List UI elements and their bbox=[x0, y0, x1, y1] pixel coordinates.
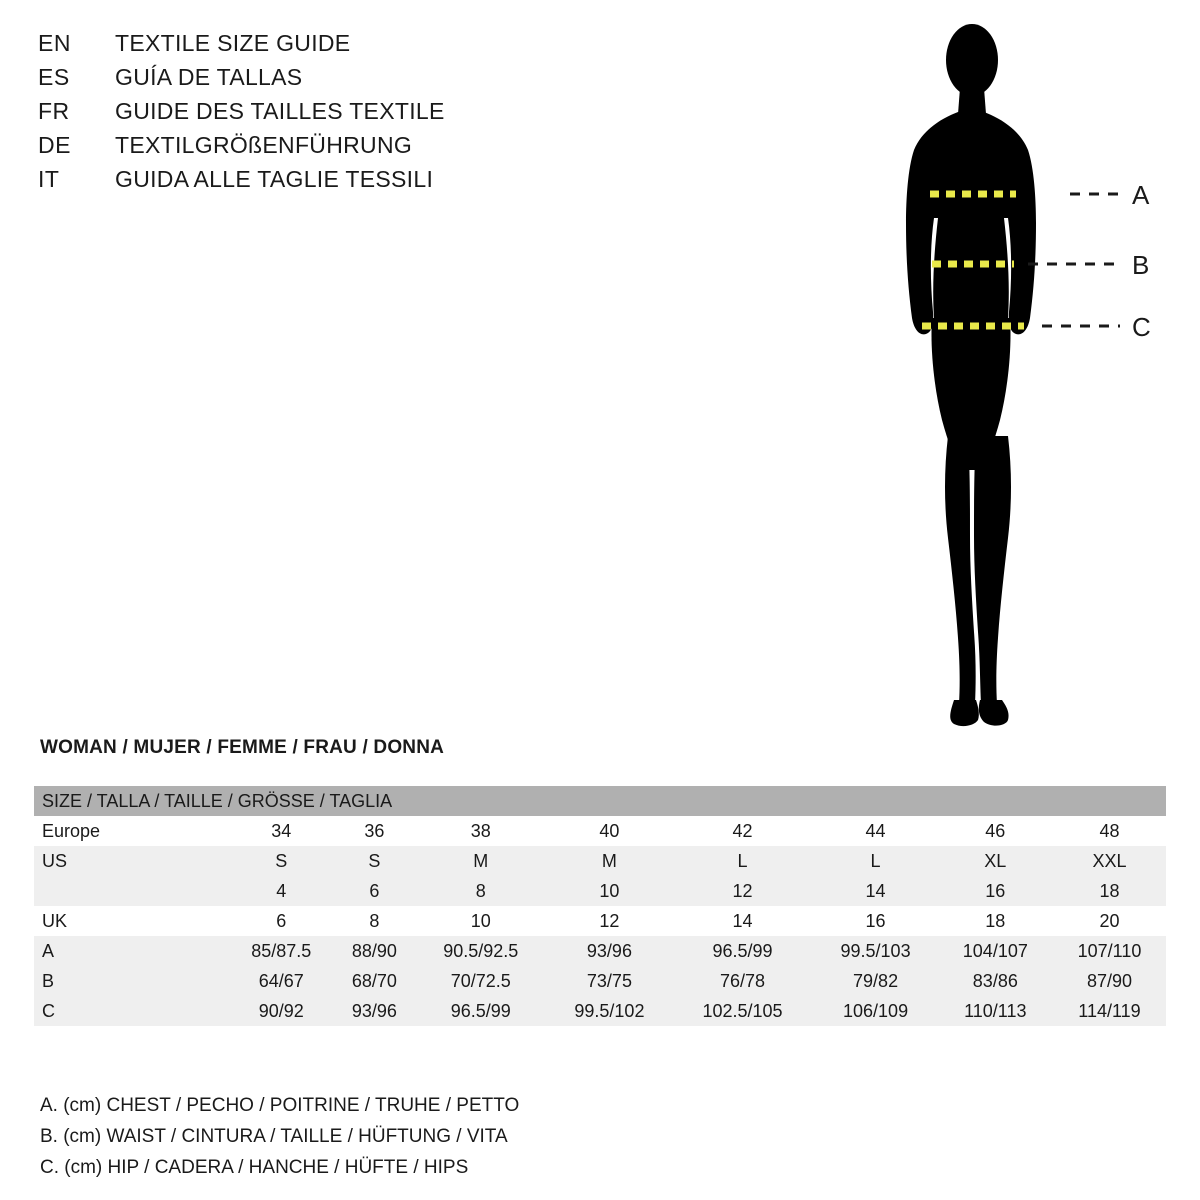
table-cell: S bbox=[334, 846, 414, 876]
table-row bbox=[34, 936, 1166, 966]
footnote-hip: C. (cm) HIP / CADERA / HANCHE / HÜFTE / HIPS bbox=[40, 1157, 469, 1178]
table-cell: 93/96 bbox=[334, 996, 414, 1026]
title-block bbox=[38, 30, 598, 200]
table-cell: 12 bbox=[547, 906, 671, 936]
table-cell: 110/113 bbox=[938, 996, 1053, 1026]
table-cell: 14 bbox=[672, 906, 814, 936]
table-cell: 79/82 bbox=[813, 966, 937, 996]
table-cell: 76/78 bbox=[672, 966, 814, 996]
table-row bbox=[34, 996, 1166, 1026]
table-cell: 16 bbox=[938, 876, 1053, 906]
table-cell: 93/96 bbox=[547, 936, 671, 966]
table-cell: 104/107 bbox=[938, 936, 1053, 966]
table-cell: 42 bbox=[672, 816, 814, 846]
measurement-figure bbox=[850, 18, 1190, 748]
title-row bbox=[38, 166, 598, 200]
table-cell: L bbox=[672, 846, 814, 876]
table-row bbox=[34, 876, 1166, 906]
table-cell: 20 bbox=[1053, 906, 1166, 936]
footnote-chest: A. (cm) CHEST / PECHO / POITRINE / TRUHE / PETTO bbox=[40, 1095, 520, 1116]
title-language-code: EN bbox=[38, 30, 71, 56]
table-cell: 10 bbox=[547, 876, 671, 906]
table-cell: 6 bbox=[334, 876, 414, 906]
table-cell: 38 bbox=[414, 816, 547, 846]
title-language-code: IT bbox=[38, 166, 60, 192]
table-cell: 85/87.5 bbox=[228, 936, 334, 966]
table-cell: 68/70 bbox=[334, 966, 414, 996]
title-text: GUÍA DE TALLAS bbox=[115, 64, 303, 90]
table-cell: 90.5/92.5 bbox=[414, 936, 547, 966]
table-cell: 44 bbox=[813, 816, 937, 846]
table-cell: 46 bbox=[938, 816, 1053, 846]
table-cell: 73/75 bbox=[547, 966, 671, 996]
table-cell: 14 bbox=[813, 876, 937, 906]
table-cell: 34 bbox=[228, 816, 334, 846]
title-text: TEXTILE SIZE GUIDE bbox=[115, 30, 351, 56]
table-cell: 106/109 bbox=[813, 996, 937, 1026]
table-cell: 16 bbox=[813, 906, 937, 936]
table-cell: 12 bbox=[672, 876, 814, 906]
table-header-row bbox=[34, 786, 1166, 816]
row-label: B bbox=[34, 966, 228, 996]
title-language-code: ES bbox=[38, 64, 70, 90]
table-cell: 10 bbox=[414, 906, 547, 936]
table-cell: L bbox=[813, 846, 937, 876]
table-cell: 48 bbox=[1053, 816, 1166, 846]
table-cell: 87/90 bbox=[1053, 966, 1166, 996]
measure-label-a: A bbox=[1132, 180, 1150, 210]
row-label: C bbox=[34, 996, 228, 1026]
table-cell: 70/72.5 bbox=[414, 966, 547, 996]
table-cell: 96.5/99 bbox=[672, 936, 814, 966]
footnotes bbox=[40, 1090, 740, 1183]
woman-silhouette-icon bbox=[906, 24, 1036, 726]
table-cell: 88/90 bbox=[334, 936, 414, 966]
title-text: TEXTILGRÖßENFÜHRUNG bbox=[115, 132, 413, 158]
footnote-waist: B. (cm) WAIST / CINTURA / TAILLE / HÜFTUNG / VITA bbox=[40, 1126, 508, 1147]
table-cell: M bbox=[414, 846, 547, 876]
row-label bbox=[34, 876, 228, 906]
table-cell: 64/67 bbox=[228, 966, 334, 996]
table-cell: 8 bbox=[334, 906, 414, 936]
table-cell: 40 bbox=[547, 816, 671, 846]
table-cell: 83/86 bbox=[938, 966, 1053, 996]
table-row bbox=[34, 906, 1166, 936]
table-row bbox=[34, 846, 1166, 876]
table-cell: M bbox=[547, 846, 671, 876]
table-cell: 6 bbox=[228, 906, 334, 936]
table-cell: 18 bbox=[1053, 876, 1166, 906]
title-language-code: DE bbox=[38, 132, 71, 158]
table-cell: 4 bbox=[228, 876, 334, 906]
title-row bbox=[38, 64, 598, 98]
table-cell: 8 bbox=[414, 876, 547, 906]
row-label: UK bbox=[34, 906, 228, 936]
table-cell: 102.5/105 bbox=[672, 996, 814, 1026]
table-cell: 107/110 bbox=[1053, 936, 1166, 966]
title-row bbox=[38, 132, 598, 166]
table-cell: S bbox=[228, 846, 334, 876]
title-row bbox=[38, 98, 598, 132]
table-header-label: SIZE / TALLA / TAILLE / GRÖSSE / TAGLIA bbox=[34, 786, 1166, 816]
row-label: A bbox=[34, 936, 228, 966]
table-row bbox=[34, 966, 1166, 996]
row-label: Europe bbox=[34, 816, 228, 846]
title-text: GUIDE DES TAILLES TEXTILE bbox=[115, 98, 445, 124]
title-text: GUIDA ALLE TAGLIE TESSILI bbox=[115, 166, 434, 192]
table-cell: XXL bbox=[1053, 846, 1166, 876]
title-language-code: FR bbox=[38, 98, 70, 124]
table-cell: 96.5/99 bbox=[414, 996, 547, 1026]
table-cell: 99.5/103 bbox=[813, 936, 937, 966]
table-cell: XL bbox=[938, 846, 1053, 876]
table-cell: 18 bbox=[938, 906, 1053, 936]
row-label: US bbox=[34, 846, 228, 876]
table-cell: 36 bbox=[334, 816, 414, 846]
section-label-woman: WOMAN / MUJER / FEMME / FRAU / DONNA bbox=[40, 737, 445, 758]
table-cell: 114/119 bbox=[1053, 996, 1166, 1026]
size-table bbox=[34, 786, 1166, 1026]
table-row bbox=[34, 816, 1166, 846]
title-row bbox=[38, 30, 598, 64]
measure-label-b: B bbox=[1132, 250, 1150, 280]
table-cell: 90/92 bbox=[228, 996, 334, 1026]
measure-label-c: C bbox=[1132, 312, 1151, 342]
table-cell: 99.5/102 bbox=[547, 996, 671, 1026]
